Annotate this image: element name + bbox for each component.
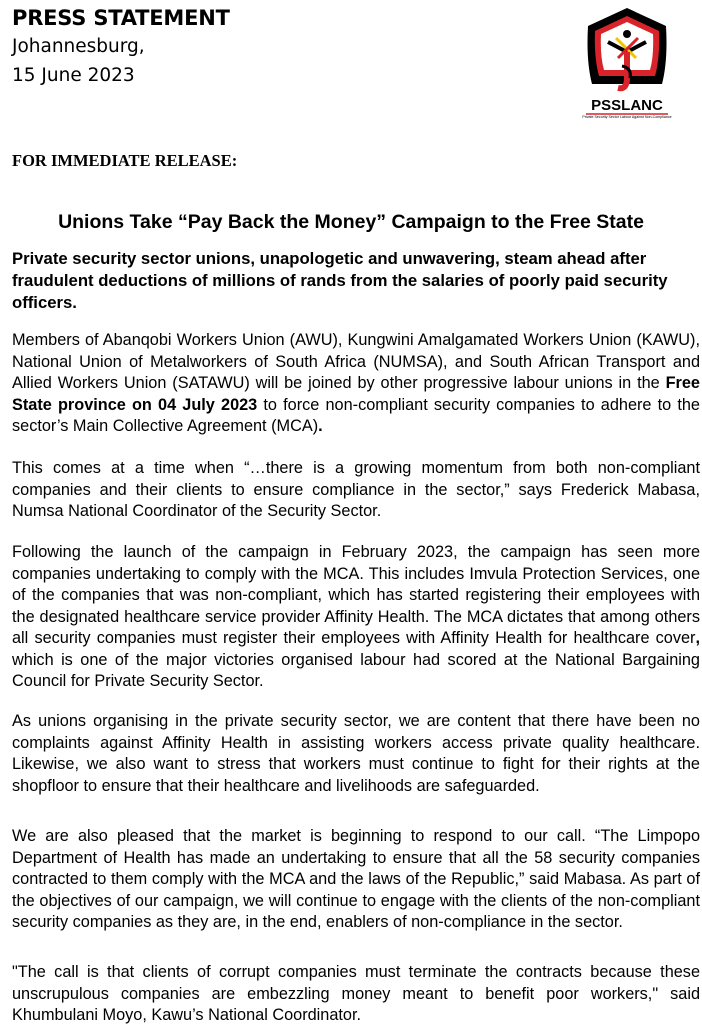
paragraph-6: "The call is that clients of corrupt companies must terminate the contracts because these unscrupulous companies are embezzling money meant to benefit poor workers," said Khumbulani Moyo, Kawu’s National Coordinator. <box>12 963 700 1024</box>
headline: Unions Take “Pay Back the Money” Campaign to the Free State <box>58 211 644 233</box>
paragraph-2: This comes at a time when “…there is a growing momentum from both non-compliant companies and their clients to ensure compliance in the sector,” says Frederick Mabasa, Numsa National Coordinator of the Security Sector. <box>12 459 700 520</box>
paragraph-4: As unions organising in the private security sector, we are content that there have been no complaints against Affinity Health in assisting workers access private quality healthcare. Likewise, we also want to stress that workers must continue to fight for their rights at the shopfloor to ensure that their healthcare and livelihoods are safeguarded. <box>12 712 700 795</box>
psslanc-logo <box>578 6 676 130</box>
release-label: FOR IMMEDIATE RELEASE: <box>12 151 238 170</box>
paragraph-5: We are also pleased that the market is beginning to respond to our call. “The Limpopo Department of Health has made an undertaking to ensure that all the 58 security companies contracted to them comply with the MCA and the laws of the Republic,” said Mabasa. As part of the objectives of our campaign, we will continue to engage with the clients of the non-compliant security companies as they are, in the end, enablers of non-compliance in the sector. <box>12 827 700 931</box>
paragraph-3: Following the launch of the campaign in February 2023, the campaign has seen more companies undertaking to comply with the MCA. This includes Imvula Protection Services, one of the companies that was non-compliant, which has started registering their employees with the designated healthcare service provider Affinity Health. The MCA dictates that among others all security companies must register their employees with Affinity Health for healthcare cover, which is one of the major victories organised labour had scored at the National Bargaining Council for Private Security Sector. <box>12 543 700 690</box>
logo-name: PSSLANC <box>591 97 663 114</box>
header <box>12 4 230 90</box>
paragraph-1: Members of Abanqobi Workers Union (AWU), Kungwini Amalgamated Workers Union (KAWU), National Union of Metalworkers of South Africa (NUMSA), and South African Transport and Allied Workers Union (SATAWU) will be joined by other progressive labour unions in the Free State province on 04 July 2023 to force non-compliant security companies to adhere to the sector’s Main Collective Agreement (MCA). <box>12 331 700 435</box>
press-title: PRESS STATEMENT <box>12 6 230 30</box>
date: 15 June 2023 <box>12 65 135 86</box>
lead-paragraph: Private security sector unions, unapologetic and unwavering, steam ahead after fraudulent deductions of millions of rands from the salaries of poorly paid security officers. <box>12 249 668 312</box>
city: Johannesburg, <box>12 36 145 57</box>
logo-tagline: Private Security Sector Labour Against Non-Compliance <box>582 115 672 119</box>
